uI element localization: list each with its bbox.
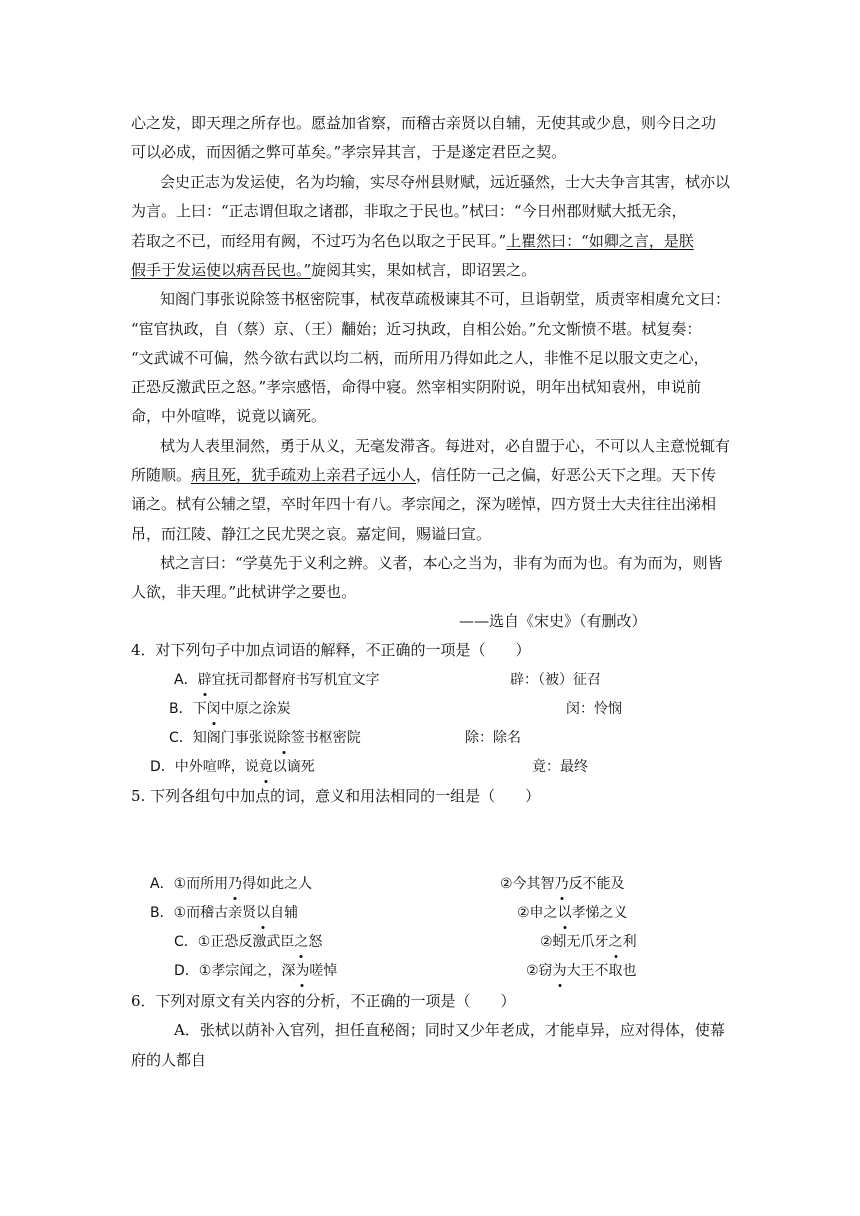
q4-option-c: C．知阁门事张说除签书枢密院 <box>169 730 361 746</box>
dotted-word: 之 <box>294 934 309 950</box>
passage-line: 栻之言曰：“学莫先于义利之辨。义者，本心之当为，非有为而为也。有为而为，则皆 <box>160 554 723 572</box>
dotted-word: 乃 <box>228 876 243 892</box>
passage-line: 吊，而江陵、静江之民尤哭之哀。嘉定间，赐谥曰宣。 <box>131 525 492 543</box>
q5-option-d-part1: D．①孝宗闻之，深为嗟悼 <box>174 963 338 979</box>
passage-line: “宦官执政，自（蔡）京、（王）黼始；近习执政，自相公始。”允文惭愤不堪。栻复奏： <box>131 320 702 338</box>
dotted-word: 以 <box>256 905 271 921</box>
question-5-stem: 5. 下列各组句中加点的词，意义和用法相同的一组是（ ） <box>131 787 541 805</box>
dotted-word: 竟 <box>258 759 273 775</box>
q4-option-a-explanation: 辟：（被）征召 <box>510 672 601 688</box>
q4-option-d: D．中外喧哗，说竟以谪死 <box>150 759 315 775</box>
q5-option-b-part1: B．①而稽古亲贤以自辅 <box>150 905 299 921</box>
q4-option-b: B．下闵中原之涂炭 <box>169 701 291 717</box>
passage-line: 诵之。栻有公辅之望，卒时年四十有八。孝宗闻之，深为嗟悼，四方贤士大夫往往出涕相 <box>131 495 717 513</box>
q5-option-c-part2: ②蚓无爪牙之利 <box>540 934 637 950</box>
underlined-sentence: 上瞿然曰：“如卿之言，是朕 <box>506 232 694 250</box>
passage-line <box>131 260 536 280</box>
question-6-stem: 6．下列对原文有关内容的分析，不正确的一项是（ ） <box>131 992 516 1010</box>
q4-option-a: A．辟宜抚司都督府书写机宜文字 <box>174 672 380 688</box>
q6-option-a-line: 府的人都自 <box>131 1051 207 1069</box>
dotted-word: 之 <box>608 934 623 950</box>
underlined-sentence: 病且死，犹手疏劝上亲君子远小人 <box>191 466 417 484</box>
q6-option-a-line: A．张栻以荫补入官列，担任直秘阁；同时又少年老成，才能卓异，应对得体，使幕 <box>174 1021 725 1039</box>
q5-option-a-part1: A．①而所用乃得如此之人 <box>150 876 313 892</box>
q4-option-b-explanation: 闵：怜悯 <box>566 701 622 717</box>
q5-option-c-part1: C．①正恐反激武臣之怒 <box>174 934 323 950</box>
dotted-word: 辟 <box>197 672 212 688</box>
dotted-word: 为 <box>552 963 567 979</box>
passage-line <box>131 231 694 251</box>
passage-line: 心之发，即天理之所存也。愿益加省察，而稽古亲贤以自辅，无使其或少息，则今日之功 <box>131 114 717 132</box>
passage-line: 知阁门事张说除签书枢密院事，栻夜草疏极谏其不可，旦诣朝堂，质责宰相虞允文曰： <box>160 290 731 308</box>
passage-line: 正恐反激武臣之怒。”孝宗感悟，命得中寝。然宰相实阴附说，明年出栻知袁州，申说前 <box>131 378 702 396</box>
source-citation: ——选自《宋史》（有删改） <box>459 612 647 630</box>
q5-option-d-part2: ②窃为大王不取也 <box>526 963 637 979</box>
underlined-sentence: 假手于发运使以病吾民也。” <box>131 261 312 279</box>
dotted-word: 为 <box>295 963 310 979</box>
dotted-word: 乃 <box>554 876 569 892</box>
question-4-stem: 4．对下列句子中加点词语的解释，不正确的一项是（ ） <box>131 641 531 659</box>
passage-text: 旋阅其实，果如栻言，即诏罢之。 <box>311 261 537 279</box>
passage-text: ，信任防一己之偏，好恶公天下之理。天下传 <box>416 466 717 484</box>
q4-option-c-explanation: 除：除名 <box>465 730 521 746</box>
q5-option-a-part2: ②今其智乃反不能及 <box>500 876 625 892</box>
dotted-word: 以 <box>557 905 572 921</box>
passage-line: 栻为人表里洞然，勇于从义，无毫发滞吝。每进对，必自盟于心，不可以人主意悦辄有 <box>160 437 731 455</box>
passage-line: 可以必成，而因循之弊可革矣。”孝宗异其言，于是遂定君臣之契。 <box>131 143 567 161</box>
passage-line: 会史正志为发运使，名为均输，实尽夺州县财赋，远近骚然，士大夫争言其害，栻亦以 <box>160 173 731 191</box>
passage-text: 若取之不已，而经用有阙，不过巧为名色以取之于民耳。” <box>131 232 507 250</box>
passage-line: “文武诚不可偏，然今欲右武以均二柄，而所用乃得如此之人，非惟不足以服文吏之心， <box>131 349 709 367</box>
passage-line <box>131 465 716 485</box>
dotted-word: 除 <box>276 730 291 746</box>
passage-line: 命，中外喧哗，说竟以谪死。 <box>131 407 327 425</box>
q5-option-b-part2: ②申之以孝悌之义 <box>517 905 628 921</box>
q4-option-d-explanation: 竟：最终 <box>532 759 588 775</box>
passage-line: 为言。上曰：“正志谓但取之诸郡，非取之于民也。”栻曰：“今日州郡财赋大抵无余， <box>131 202 687 220</box>
passage-text: 所随顺。 <box>131 466 192 484</box>
dotted-word: 闵 <box>206 701 221 717</box>
passage-line: 人欲，非天理。”此栻讲学之要也。 <box>131 583 357 601</box>
